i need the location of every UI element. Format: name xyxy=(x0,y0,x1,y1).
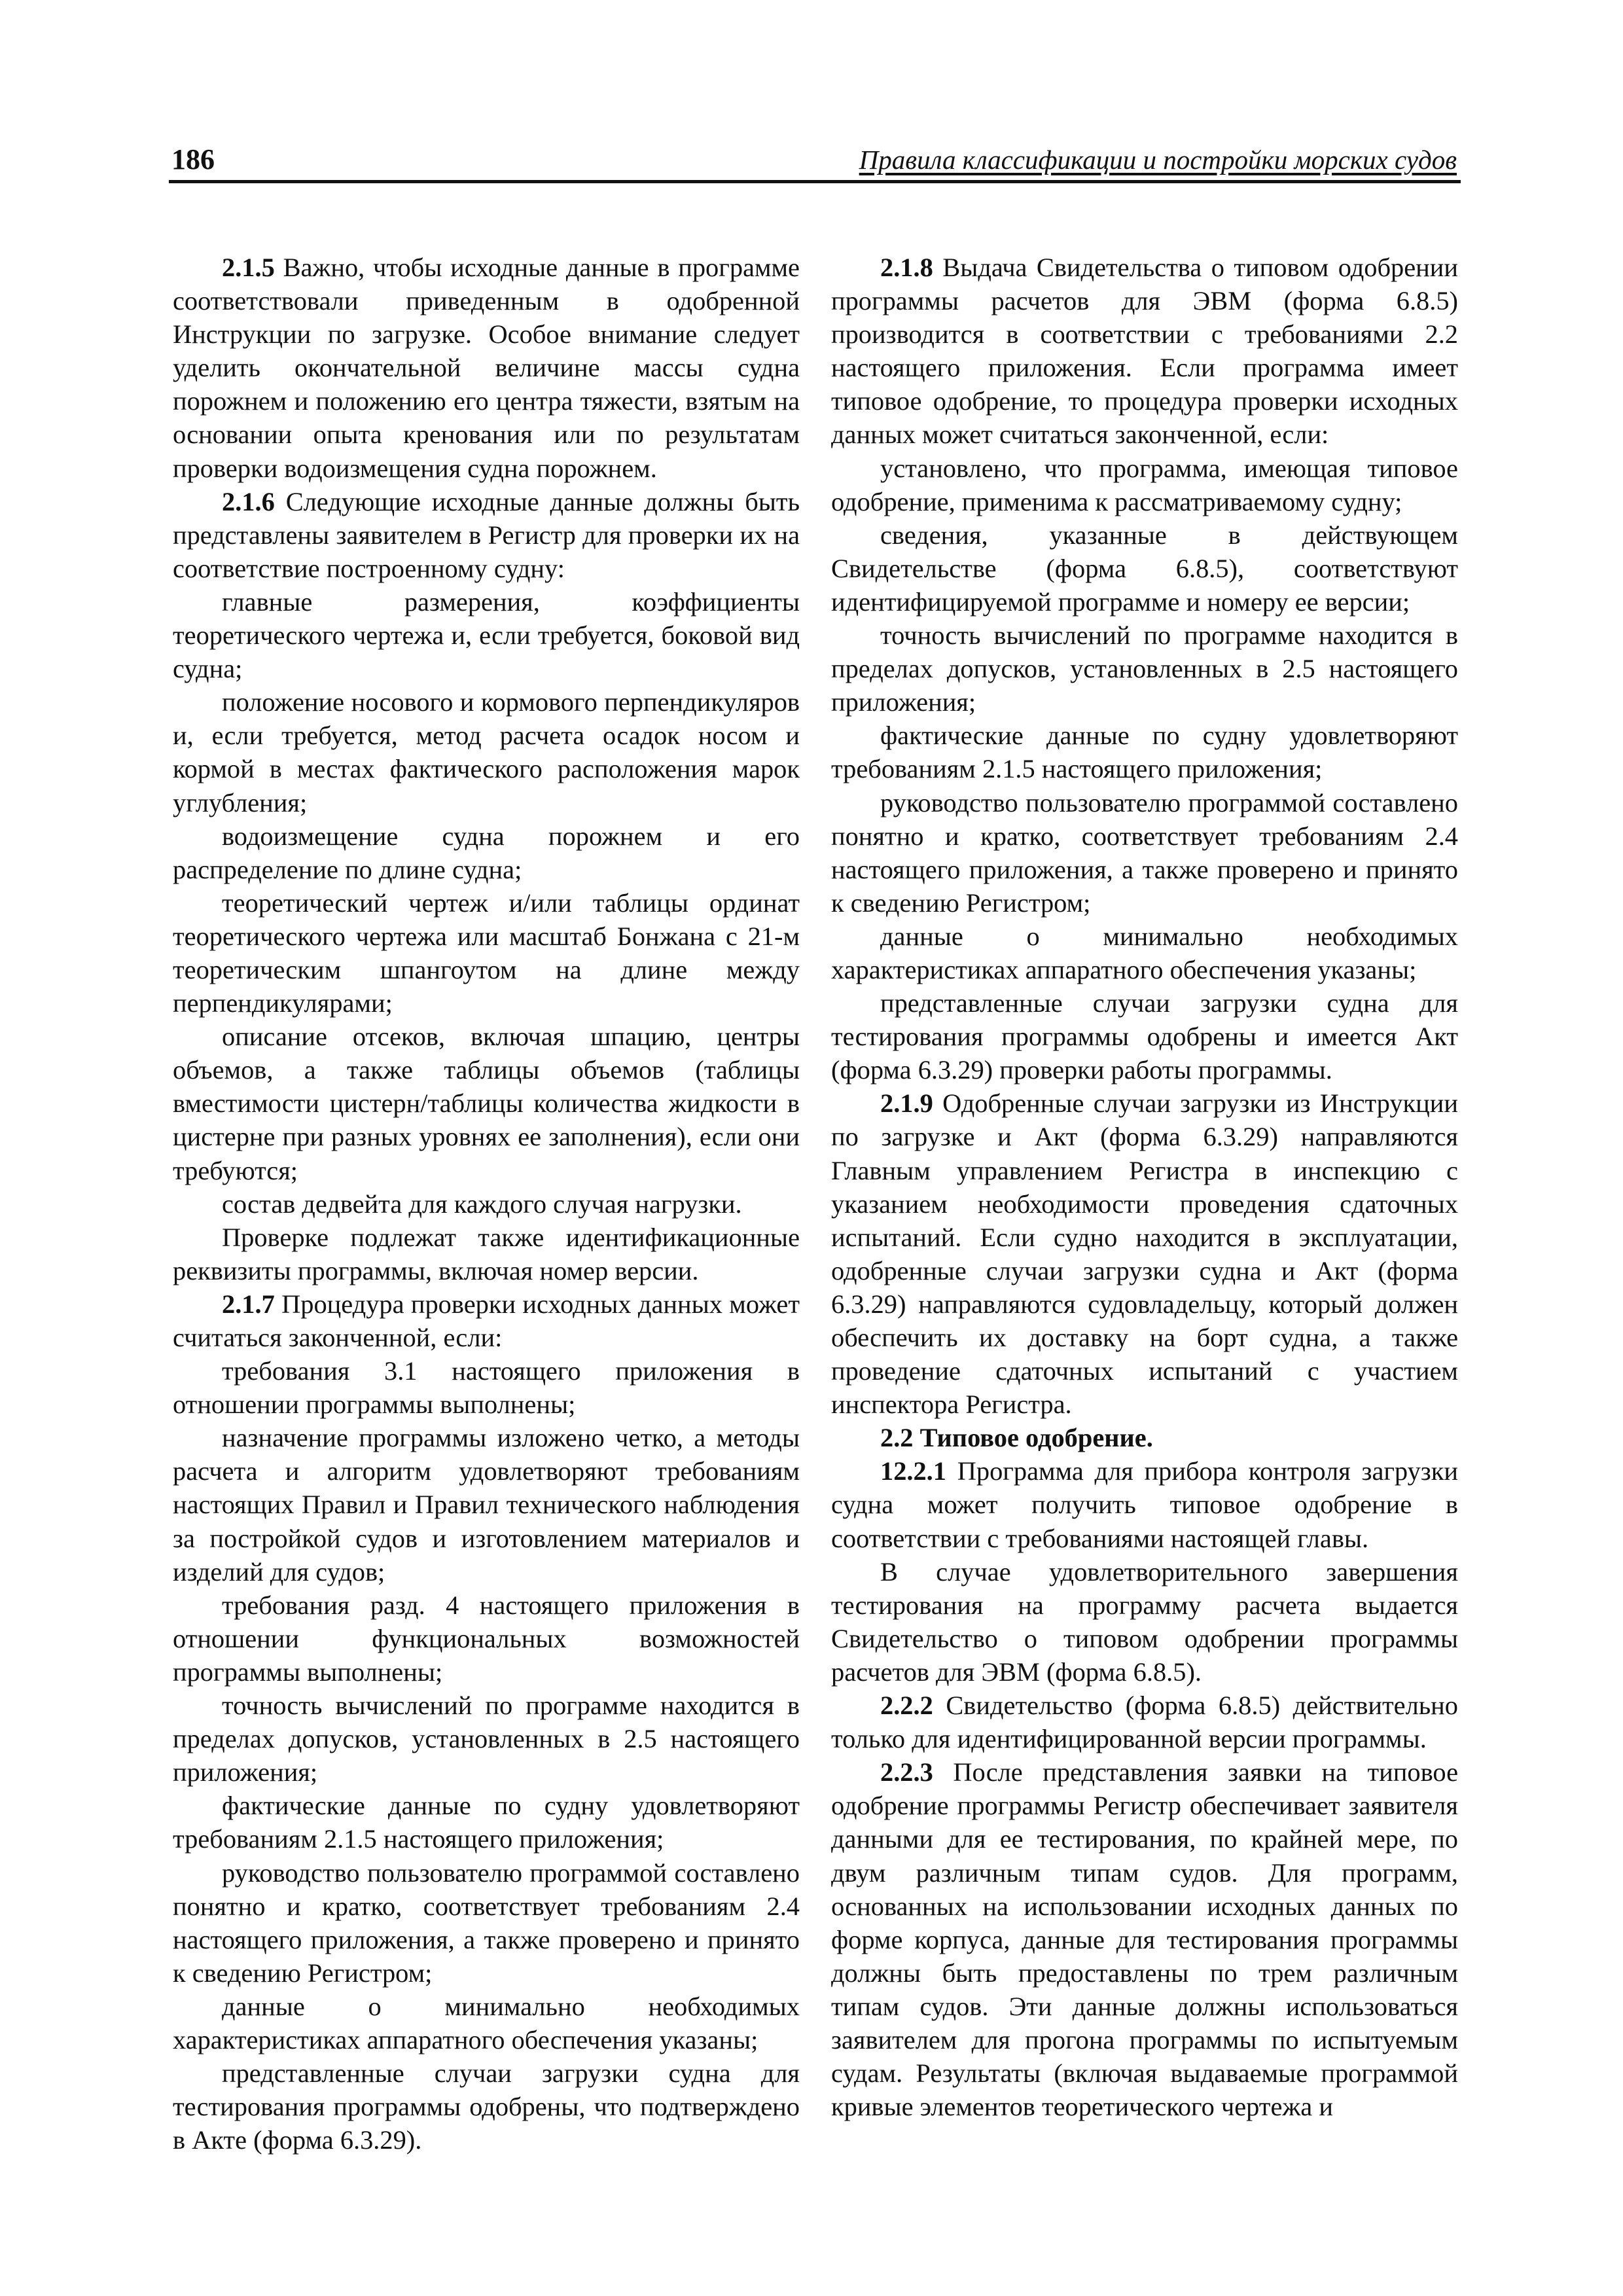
paragraph-text: назначение программы изложено четко, а методы расчета и алгоритм удовлетворяют требованиям настоящих Правил и Правил технического наблюдения за постройкой судов и изготовлением материалов и изделий для судов; xyxy=(173,1423,800,1587)
clause-number: 2.2.2 xyxy=(880,1691,933,1721)
paragraph xyxy=(831,452,1458,518)
paragraph xyxy=(173,1187,800,1221)
paragraph-text: руководство пользователю программой составлено понятно и кратко, соответствует требованиям 2.4 настоящего приложения, а также проверено и принято к сведению Регистром; xyxy=(831,787,1458,918)
paragraph-text: точность вычислений по программе находится в пределах допусков, установленных в 2.5 настоящего приложения; xyxy=(831,620,1458,717)
paragraph-text: точность вычислений по программе находится в пределах допусков, установленных в 2.5 настоящего приложения; xyxy=(173,1691,800,1787)
paragraph xyxy=(831,251,1458,452)
right-column xyxy=(831,251,1458,2123)
paragraph xyxy=(831,719,1458,785)
paragraph xyxy=(831,1555,1458,1689)
paragraph-text: состав дедвейта для каждого случая нагрузки. xyxy=(222,1189,742,1219)
paragraph xyxy=(173,1020,800,1187)
paragraph-text: теоретический чертеж и/или таблицы ординат теоретического чертежа или масштаб Бонжана с 21-м теоретическим шпангоутом на длине между перпендикулярами; xyxy=(173,888,800,1018)
paragraph-text: фактические данные по судну удовлетворяют требованиям 2.1.5 настоящего приложения; xyxy=(831,721,1458,784)
paragraph-text: иповое одобрение. xyxy=(936,1423,1153,1453)
paragraph-text: положение носового и кормового перпендикуляров и, если требуется, метод расчета осадок носом и кормой в местах фактического расположения марок углубления; xyxy=(173,687,800,817)
paragraph-text: Следующие исходные данные должны быть представлены заявителем в Регистр для проверки их на соответствие построенному судну: xyxy=(173,486,800,583)
paragraph-text: установлено, что программа, имеющая типовое одобрение, применима к рассматриваемому судну; xyxy=(831,453,1458,516)
paragraph-text: После представления заявки на типовое одобрение программы Регистр обеспечивает заявителя данными для ее тестирования, по крайней мере, по двум различным типам судов. Для программ, основанных на использовании исходных данных по форме корпуса, данные для тестирования программы должны быть предоставлены по трем различным типам судов. Эти данные должны использоваться заявителем для прогона программы по испытуемым судам. Результаты (включая выдаваемые программой кривые элементов теоретического чертежа и xyxy=(831,1757,1458,2122)
paragraph-text: В случае удовлетворительного завершения тестирования на программу расчета выдается Свидетельство о типовом одобрении программы расчетов для ЭВМ (форма 6.8.5). xyxy=(831,1556,1458,1687)
clause-number: 2.2 Т xyxy=(880,1423,937,1453)
paragraph xyxy=(173,1856,800,1990)
paragraph xyxy=(173,1789,800,1856)
paragraph-text: представленные случаи загрузки судна для тестирования программы одобрены и имеется Акт (форма 6.3.29) проверки работы программы. xyxy=(831,988,1458,1085)
paragraph-text: главные размерения, коэффициенты теоретического чертежа и, если требуется, боковой вид судна; xyxy=(173,586,800,684)
paragraph xyxy=(173,819,800,886)
paragraph-text: Процедура проверки исходных данных может считаться законченной, если: xyxy=(173,1289,800,1352)
clause-number: 2.1.7 xyxy=(222,1289,275,1319)
paragraph-text: сведения, указанные в действующем Свидетельстве (форма 6.8.5), соответствуют идентифицируемой программе и номеру ее версии; xyxy=(831,520,1458,617)
paragraph-text: описание отсеков, включая шпацию, центры объемов, а также таблицы объемов (таблицы вместимости цистерн/таблицы количества жидкости в цистерне при разных уровнях ее заполнения), если они требуются; xyxy=(173,1022,800,1185)
paragraph-text: данные о минимально необходимых характеристиках аппаратного обеспечения указаны; xyxy=(173,1991,800,2054)
paragraph-text: руководство пользователю программой составлено понятно и кратко, соответствует требованиям 2.4 настоящего приложения, а также проверено и принято к сведению Регистром; xyxy=(173,1857,800,1988)
paragraph-text: требования разд. 4 настоящего приложения в отношении функциональных возможностей программы выполнены; xyxy=(173,1590,800,1687)
page-number: 186 xyxy=(171,143,215,175)
header-rule xyxy=(169,180,1461,183)
left-column xyxy=(173,251,800,2157)
paragraph-text: Одобренные случаи загрузки из Инструкции по загрузке и Акт (форма 6.3.29) направляются Главным управлением Регистра в инспекцию с указанием необходимости проведения сдаточных испытаний. Если судно находится в эксплуатации, одобренные случаи загрузки судна и Акт (форма 6.3.29) направляются судовладельцу, который должен обеспечить их доставку на борт судна, а также проведение сдаточных испытаний с участием инспектора Регистра. xyxy=(831,1088,1458,1420)
paragraph xyxy=(831,619,1458,719)
paragraph xyxy=(831,1755,1458,2123)
paragraph-text: Свидетельство (форма 6.8.5) действительно только для идентифицированной версии программы. xyxy=(831,1691,1458,1754)
clause-number: 2.1.9 xyxy=(880,1088,933,1119)
paragraph xyxy=(173,485,800,585)
paragraph xyxy=(173,1421,800,1588)
paragraph xyxy=(173,685,800,819)
paragraph-text: Важно, чтобы исходные данные в программе соответствовали приведенным в одобренной Инструкции по загрузке. Особое внимание следует уделить окончательной величине массы судна порожнем и положению его центра тяжести, взятым на основании опыта кренования или по результатам проверки водоизмещения судна порожнем. xyxy=(173,253,800,483)
paragraph-text: требования 3.1 настоящего приложения в отношении программы выполнены; xyxy=(173,1356,800,1420)
paragraph xyxy=(173,1689,800,1789)
paragraph xyxy=(173,1287,800,1354)
paragraph-text: представленные случаи загрузки судна для тестирования программы одобрены, что подтверждено в Акте (форма 6.3.29). xyxy=(173,2058,800,2155)
paragraph-text: Программа для прибора контроля загрузки судна может получить типовое одобрение в соответствии с требованиями настоящей главы. xyxy=(831,1456,1458,1553)
paragraph xyxy=(831,920,1458,986)
paragraph xyxy=(173,251,800,485)
paragraph xyxy=(831,1454,1458,1554)
paragraph-text: водоизмещение судна порожнем и его распределение по длине судна; xyxy=(173,821,800,884)
clause-number: 2.2.3 xyxy=(880,1757,933,1787)
clause-number: 2.1.8 xyxy=(880,253,933,282)
running-title: Правила классификации и постройки морских судов xyxy=(859,145,1457,175)
paragraph-text: Проверке подлежат также идентификационные реквизиты программы, включая номер версии. xyxy=(173,1222,800,1285)
paragraph xyxy=(173,1990,800,2056)
paragraph xyxy=(831,518,1458,619)
clause-number: 12.2.1 xyxy=(880,1456,946,1486)
paragraph xyxy=(831,1421,1458,1454)
paragraph xyxy=(831,1689,1458,1755)
paragraph-text: данные о минимально необходимых характеристиках аппаратного обеспечения указаны; xyxy=(831,921,1458,984)
clause-number: 2.1.6 xyxy=(222,486,275,516)
paragraph-text: Выдача Свидетельства о типовом одобрении программы расчетов для ЭВМ (форма 6.8.5) производится в соответствии с требованиями 2.2 настоящего приложения. Если программа имеет типовое одобрение, то процедура проверки исходных данных может считаться законченной, если: xyxy=(831,253,1458,450)
paragraph xyxy=(831,786,1458,920)
paragraph xyxy=(173,2056,800,2157)
paragraph xyxy=(173,1588,800,1689)
paragraph xyxy=(173,1221,800,1287)
paragraph xyxy=(831,1086,1458,1421)
clause-number: 2.1.5 xyxy=(222,253,275,282)
paragraph xyxy=(173,886,800,1020)
paragraph-text: фактические данные по судну удовлетворяют требованиям 2.1.5 настоящего приложения; xyxy=(173,1791,800,1854)
paragraph xyxy=(173,1354,800,1421)
paragraph xyxy=(173,585,800,685)
paragraph xyxy=(831,986,1458,1086)
